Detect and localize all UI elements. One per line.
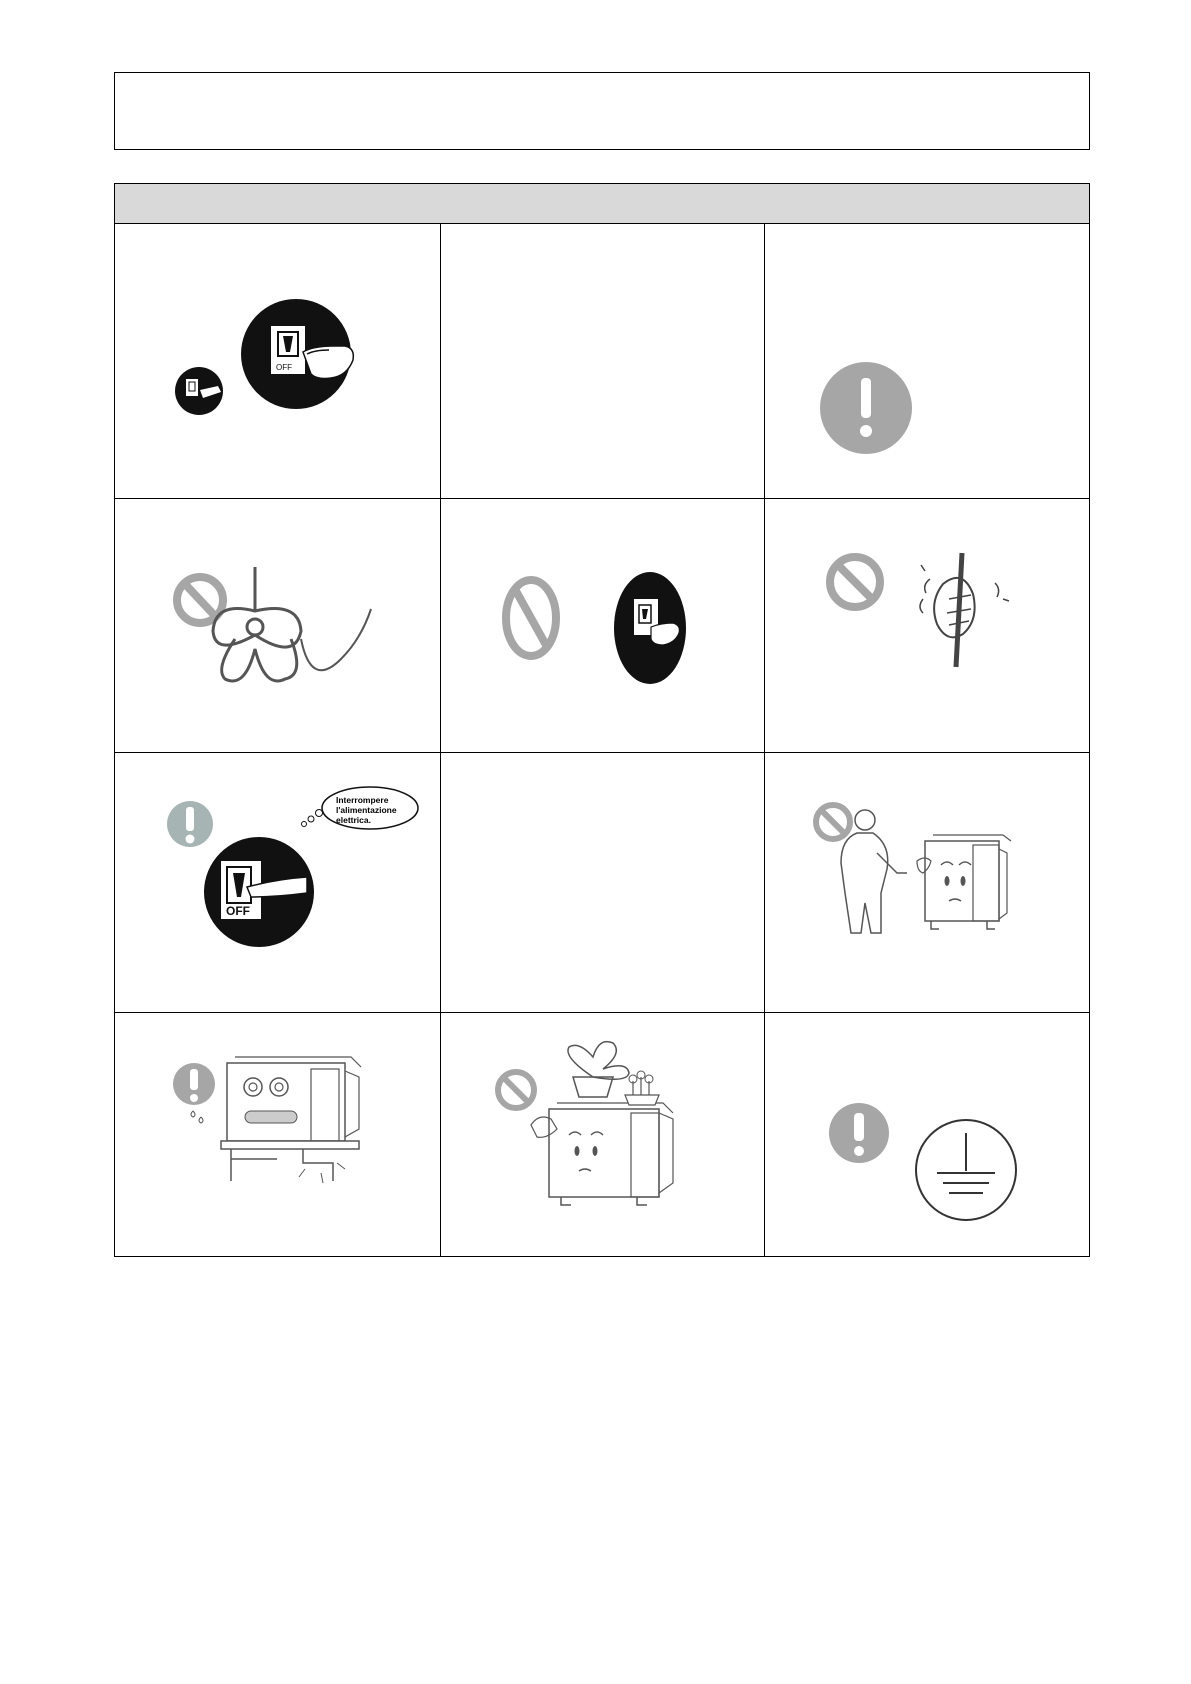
- switch-off-illustration: [115, 224, 441, 499]
- callout-line-2: l'alimentazione: [336, 805, 397, 815]
- tied-cord-illustration: [115, 499, 441, 753]
- plants-on-unit-illustration: [441, 1013, 765, 1256]
- grounding-illustration: [765, 1013, 1089, 1256]
- switch-off-label-large: OFF: [226, 904, 250, 918]
- cell-no-touch-unit: [765, 753, 1089, 1013]
- person-unit-illustration: [765, 753, 1089, 1013]
- cell-no-objects-on-unit: [441, 1013, 765, 1256]
- cell-switch-off: [115, 224, 441, 499]
- cell-grounding: [765, 1013, 1089, 1256]
- cell-check-mount: [115, 1013, 441, 1256]
- notice-box: [114, 72, 1090, 150]
- safety-table: [114, 183, 1090, 1257]
- cell-no-tie-cord: [115, 499, 441, 753]
- cut-power-illustration: [115, 753, 441, 1013]
- no-switch-illustration: [441, 499, 765, 753]
- wet-hand-cord-illustration: [765, 499, 1089, 753]
- cell-no-wet-hands: [765, 499, 1089, 753]
- cell-caution-1: [765, 224, 1089, 499]
- callout-line-3: elettrica.: [336, 815, 371, 825]
- switch-off-label: OFF: [276, 363, 292, 372]
- table-header-row: [115, 184, 1089, 224]
- cell-no-switch: [441, 499, 765, 753]
- cell-empty-2: [441, 753, 765, 1013]
- caution-illustration-1: [765, 224, 1089, 499]
- cell-empty-1: [441, 224, 765, 499]
- unit-on-bracket-illustration: [115, 1013, 441, 1256]
- callout-line-1: Interrompere: [336, 795, 389, 805]
- cell-cut-power: [115, 753, 441, 1013]
